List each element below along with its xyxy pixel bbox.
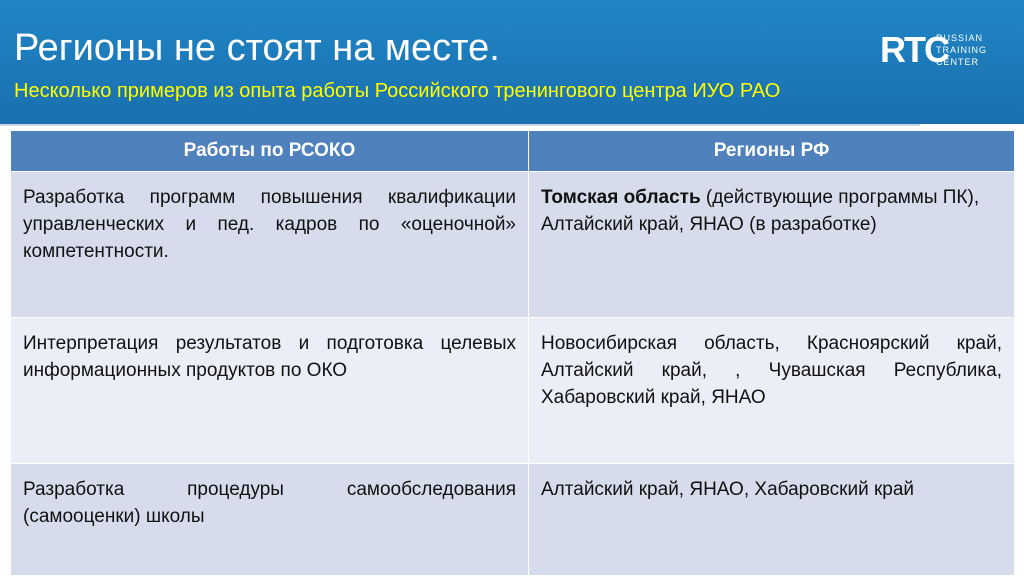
region-cell: Новосибирская область, Красноярский край, Алтайский край, , Чувашская Республика, Хабаровский край, ЯНАО [529,318,1015,464]
region-cell [529,172,1015,318]
slide-title: Регионы не стоят на месте. [14,27,500,69]
slide-subtitle: Несколько примеров из опыта работы Российского тренингового центра ИУО РАО [14,80,781,102]
rtc-logo [880,26,1010,82]
table-row [11,172,1015,318]
logo-mark: RTC [880,29,948,70]
header-divider [0,124,920,126]
logo-line-1: RUSSIAN [936,33,984,43]
table-row [11,318,1015,464]
region-bold: Томская область [541,187,701,208]
region-cell: Алтайский край, ЯНАО, Хабаровский край [529,464,1015,576]
column-header-regions: Регионы РФ [529,131,1015,172]
work-cell: Разработка программ повышения квалификации управленческих и пед. кадров по «оценочной» компетентности. [11,172,529,318]
slide-header [0,0,1024,124]
logo-text [936,32,1006,68]
regions-table [10,130,1015,576]
work-cell: Разработка процедуры самообследования (самооценки) школы [11,464,529,576]
work-cell: Интерпретация результатов и подготовка целевых информационных продуктов по ОКО [11,318,529,464]
logo-line-2: TRAINING [936,45,988,55]
region-rest: (действующие программы ПК), [700,187,980,208]
table-row [11,464,1015,576]
table-header-row [11,131,1015,172]
column-header-works: Работы по РСОКО [11,131,529,172]
region-extra: Алтайский край, ЯНАО (в разработке) [541,214,877,235]
logo-line-3: CENTER [936,57,980,67]
